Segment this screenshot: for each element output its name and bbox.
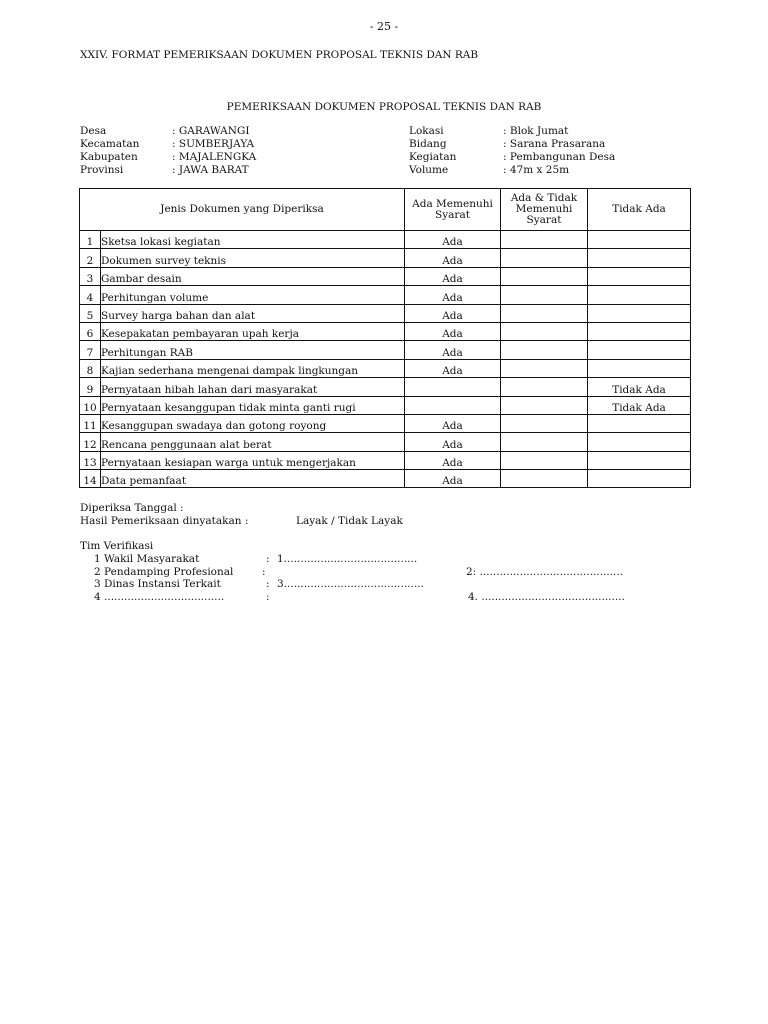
ada-tidak-memenuhi-cell: [501, 231, 588, 249]
row-number: 7: [80, 341, 101, 359]
document-name: Gambar desain: [101, 267, 405, 285]
info-label: Volume: [409, 164, 449, 176]
ada-memenuhi-cell: Ada: [405, 470, 501, 488]
tidak-ada-cell: [588, 433, 691, 451]
section-heading: XXIV. FORMAT PEMERIKSAAN DOKUMEN PROPOSAL TEKNIS DAN RAB: [80, 49, 479, 61]
signature-line: 4. ...........................................: [468, 591, 625, 603]
row-number: 8: [80, 359, 101, 377]
row-number: 11: [80, 414, 101, 432]
ada-memenuhi-cell: [405, 378, 501, 396]
info-value: : Sarana Prasarana: [503, 138, 606, 150]
document-name: Kajian sederhana mengenai dampak lingkungan: [101, 359, 405, 377]
row-number: 5: [80, 304, 101, 322]
row-number: 13: [80, 451, 101, 469]
table-header-row: [80, 189, 691, 231]
row-number: 14: [80, 470, 101, 488]
table-row: [80, 378, 691, 396]
ada-tidak-memenuhi-cell: [501, 433, 588, 451]
document-name: Pernyataan kesiapan warga untuk mengerjakan: [101, 451, 405, 469]
info-label: Kegiatan: [409, 151, 457, 163]
info-label: Provinsi: [80, 164, 124, 176]
signature-line: 1........................................: [277, 553, 418, 565]
tidak-ada-cell: Tidak Ada: [588, 378, 691, 396]
info-label: Lokasi: [409, 125, 444, 137]
ada-memenuhi-cell: Ada: [405, 304, 501, 322]
table-row: [80, 470, 691, 488]
header-jenis: Jenis Dokumen yang Diperiksa: [80, 189, 405, 231]
ada-tidak-memenuhi-cell: [501, 396, 588, 414]
tidak-ada-cell: [588, 341, 691, 359]
info-label: Desa: [80, 125, 107, 137]
header-ada-tidak-memenuhi: Ada & Tidak Memenuhi Syarat: [501, 189, 588, 231]
location-info: [80, 125, 700, 177]
ada-memenuhi-cell: Ada: [405, 451, 501, 469]
tidak-ada-cell: [588, 304, 691, 322]
ada-memenuhi-cell: Ada: [405, 414, 501, 432]
ada-tidak-memenuhi-cell: [501, 249, 588, 267]
signature-line: 3..........................................: [277, 578, 424, 590]
info-value: : MAJALENGKA: [172, 151, 257, 163]
tidak-ada-cell: [588, 470, 691, 488]
info-value: : SUMBERJAYA: [172, 138, 255, 150]
table-row: [80, 396, 691, 414]
info-value: : JAWA BARAT: [172, 164, 249, 176]
header-tidak-ada: Tidak Ada: [588, 189, 691, 231]
document-check-table: [79, 188, 691, 488]
table-row: [80, 359, 691, 377]
document-name: Kesepakatan pembayaran upah kerja: [101, 322, 405, 340]
table-row: [80, 341, 691, 359]
document-name: Perhitungan RAB: [101, 341, 405, 359]
tidak-ada-cell: [588, 286, 691, 304]
tim-verifikasi-label: Tim Verifikasi: [80, 540, 154, 552]
row-number: 2: [80, 249, 101, 267]
info-label: Bidang: [409, 138, 447, 150]
info-row: [80, 151, 700, 164]
member-separator: :: [266, 578, 270, 590]
tidak-ada-cell: Tidak Ada: [588, 396, 691, 414]
ada-tidak-memenuhi-cell: [501, 341, 588, 359]
tidak-ada-cell: [588, 267, 691, 285]
ada-tidak-memenuhi-cell: [501, 286, 588, 304]
tidak-ada-cell: [588, 451, 691, 469]
diperiksa-tanggal: Diperiksa Tanggal :: [80, 502, 184, 514]
page-number: - 25 -: [369, 20, 399, 33]
tidak-ada-cell: [588, 322, 691, 340]
row-number: 12: [80, 433, 101, 451]
ada-tidak-memenuhi-cell: [501, 267, 588, 285]
ada-memenuhi-cell: Ada: [405, 249, 501, 267]
ada-tidak-memenuhi-cell: [501, 359, 588, 377]
info-value: : GARAWANGI: [172, 125, 250, 137]
table-row: [80, 249, 691, 267]
document-name: Pernyataan kesanggupan tidak minta ganti rugi: [101, 396, 405, 414]
ada-memenuhi-cell: Ada: [405, 322, 501, 340]
document-title: PEMERIKSAAN DOKUMEN PROPOSAL TEKNIS DAN RAB: [226, 101, 542, 113]
row-number: 1: [80, 231, 101, 249]
tidak-ada-cell: [588, 359, 691, 377]
info-label: Kecamatan: [80, 138, 140, 150]
info-value: : 47m x 25m: [503, 164, 570, 176]
member-name: 2 Pendamping Profesional: [94, 566, 234, 578]
row-number: 4: [80, 286, 101, 304]
ada-tidak-memenuhi-cell: [501, 378, 588, 396]
ada-tidak-memenuhi-cell: [501, 414, 588, 432]
tidak-ada-cell: [588, 414, 691, 432]
ada-memenuhi-cell: Ada: [405, 433, 501, 451]
member-name: 1 Wakil Masyarakat: [94, 553, 200, 565]
table-row: [80, 267, 691, 285]
ada-memenuhi-cell: Ada: [405, 286, 501, 304]
row-number: 10: [80, 396, 101, 414]
info-row: [80, 125, 700, 138]
hasil-label: Hasil Pemeriksaan dinyatakan :: [80, 515, 249, 527]
document-name: Dokumen survey teknis: [101, 249, 405, 267]
ada-tidak-memenuhi-cell: [501, 322, 588, 340]
member-separator: :: [262, 566, 266, 578]
document-name: Perhitungan volume: [101, 286, 405, 304]
header-ada-memenuhi: Ada Memenuhi Syarat: [405, 189, 501, 231]
info-row: [80, 138, 700, 151]
document-name: Kesanggupan swadaya dan gotong royong: [101, 414, 405, 432]
ada-tidak-memenuhi-cell: [501, 470, 588, 488]
document-name: Rencana penggunaan alat berat: [101, 433, 405, 451]
member-separator: :: [266, 591, 270, 603]
member-separator: :: [266, 553, 270, 565]
table-row: [80, 433, 691, 451]
row-number: 6: [80, 322, 101, 340]
info-label: Kabupaten: [80, 151, 138, 163]
document-name: Pernyataan hibah lahan dari masyarakat: [101, 378, 405, 396]
tidak-ada-cell: [588, 249, 691, 267]
table-row: [80, 304, 691, 322]
signature-line: 2: ...........................................: [466, 566, 624, 578]
table-row: [80, 322, 691, 340]
ada-memenuhi-cell: [405, 396, 501, 414]
table-row: [80, 286, 691, 304]
table-row: [80, 231, 691, 249]
ada-memenuhi-cell: Ada: [405, 267, 501, 285]
ada-memenuhi-cell: Ada: [405, 341, 501, 359]
member-name: 4 ....................................: [94, 591, 225, 603]
ada-tidak-memenuhi-cell: [501, 451, 588, 469]
document-name: Survey harga bahan dan alat: [101, 304, 405, 322]
row-number: 9: [80, 378, 101, 396]
hasil-options: Layak / Tidak Layak: [296, 515, 403, 527]
ada-memenuhi-cell: Ada: [405, 359, 501, 377]
info-row: [80, 164, 700, 177]
ada-memenuhi-cell: Ada: [405, 231, 501, 249]
info-value: : Blok Jumat: [503, 125, 569, 137]
ada-tidak-memenuhi-cell: [501, 304, 588, 322]
info-value: : Pembangunan Desa: [503, 151, 616, 163]
table-row: [80, 414, 691, 432]
member-name: 3 Dinas Instansi Terkait: [94, 578, 221, 590]
document-name: Data pemanfaat: [101, 470, 405, 488]
tidak-ada-cell: [588, 231, 691, 249]
document-name: Sketsa lokasi kegiatan: [101, 231, 405, 249]
table-row: [80, 451, 691, 469]
row-number: 3: [80, 267, 101, 285]
